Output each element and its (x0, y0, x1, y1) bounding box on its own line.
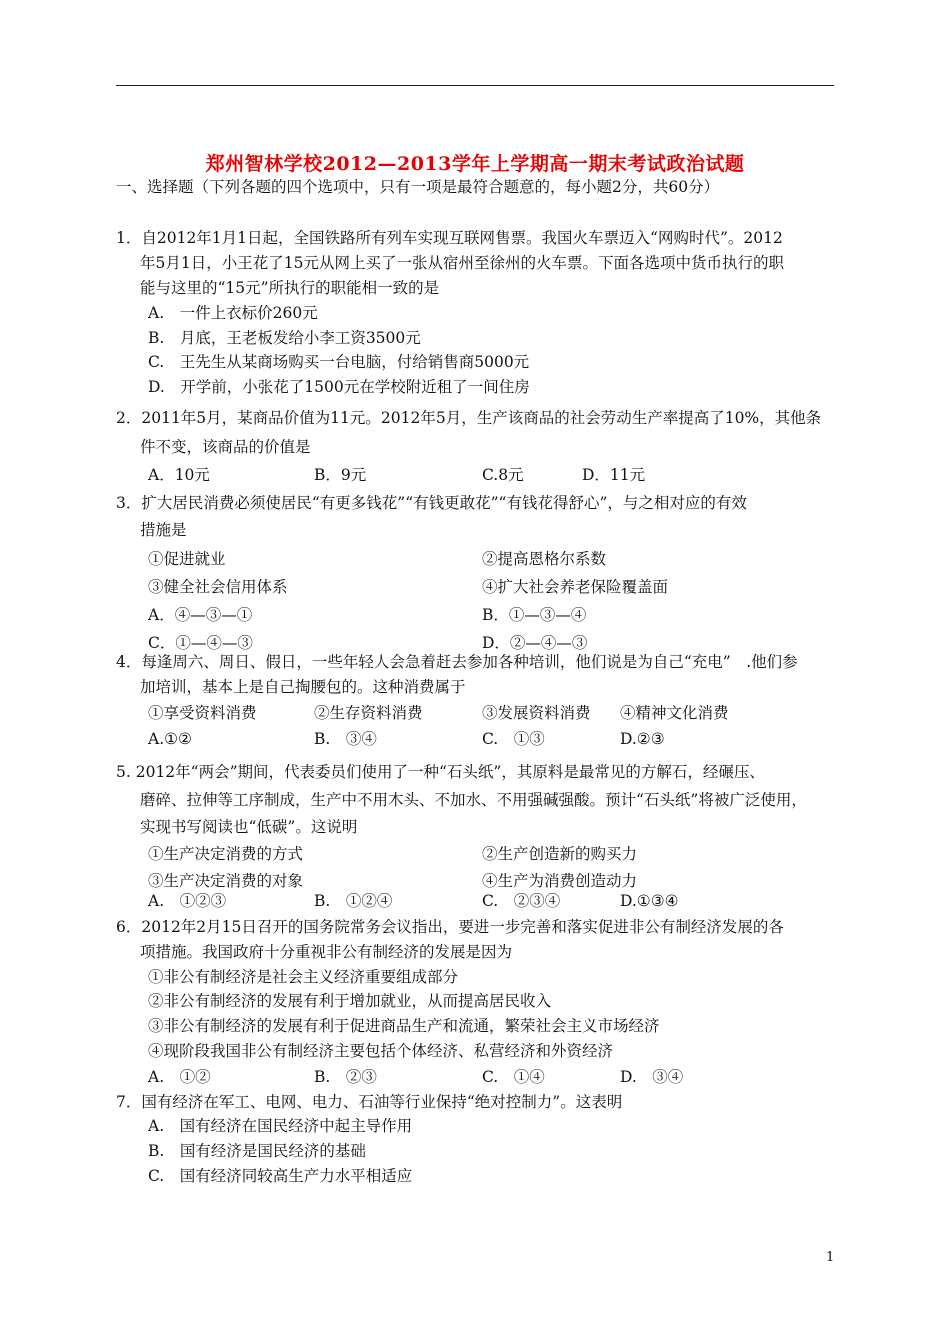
q6-item-1: ①非公有制经济是社会主义经济重要组成部分 (148, 968, 459, 986)
q3-item-1: ①促进就业 (148, 550, 226, 568)
header-rule (116, 85, 834, 86)
q5-item-2: ②生产创造新的购买力 (482, 845, 638, 863)
q5-item-1: ①生产决定消费的方式 (148, 845, 304, 863)
question-5-line-1: 5. 2012年“两会”期间，代表委员们使用了一种“石头纸”，其原料是最常见的方解石，经碾压、 (116, 763, 765, 781)
question-6-line-2: 项措施。我国政府十分重视非公有制经济的发展是因为 (140, 943, 513, 961)
question-1-line-1: 1．自2012年1月1日起，全国铁路所有列车实现互联网售票。我国火车票迈入“网购时代”。2012 (116, 229, 783, 247)
question-1-line-3: 能与这里的“15元”所执行的职能相一致的是 (140, 279, 440, 297)
q3-item-2: ②提高恩格尔系数 (482, 550, 607, 568)
question-2-line-2: 件不变，该商品的价值是 (140, 438, 311, 456)
q1-option-b: B. 月底，王老板发给小李工资3500元 (148, 329, 421, 347)
q2-option-d: D．11元 (582, 466, 646, 484)
question-3-line-1: 3．扩大居民消费必须使居民“有更多钱花”“有钱更敢花”“有钱花得舒心”，与之相对应的有效 (116, 494, 747, 512)
q4-option-b: B. ③④ (314, 730, 377, 748)
q4-item-4: ④精神文化消费 (620, 704, 729, 722)
q5-option-d: D.①③④ (620, 892, 679, 910)
q4-option-a: A.①② (148, 730, 192, 748)
q6-item-3: ③非公有制经济的发展有利于促进商品生产和流通，繁荣社会主义市场经济 (148, 1017, 660, 1035)
q2-option-c: C.8元 (482, 466, 524, 484)
q6-option-a: A. ①② (148, 1068, 211, 1086)
q5-option-c: C. ②③④ (482, 892, 561, 910)
question-4-line-2: 加培训，基本上是自己掏腰包的。这种消费属于 (140, 678, 466, 696)
q1-option-c: C. 王先生从某商场购买一台电脑，付给销售商5000元 (148, 353, 530, 371)
q5-option-a: A. ①②③ (148, 892, 227, 910)
q3-option-c: C．①—④—③ (148, 634, 253, 652)
question-5-line-2: 磨碎、拉伸等工序制成，生产中不用木头、不加水、不用强碱强酸。预计“石头纸”将被广泛使用， (140, 791, 807, 809)
q7-option-a: A. 国有经济在国民经济中起主导作用 (148, 1117, 413, 1135)
q7-option-b: B. 国有经济是国民经济的基础 (148, 1142, 366, 1160)
q1-option-a: A. 一件上衣标价260元 (148, 304, 318, 322)
q1-option-d: D. 开学前，小张花了1500元在学校附近租了一间住房 (148, 378, 530, 396)
q5-option-b: B. ①②④ (314, 892, 393, 910)
q3-option-a: A．④—③—① (148, 606, 253, 624)
question-3-line-2: 措施是 (140, 521, 187, 539)
q2-option-a: A．10元 (148, 466, 210, 484)
page-number: 1 (826, 1250, 835, 1265)
question-4-line-1: 4．每逢周六、周日、假日，一些年轻人会急着赶去参加各种培训，他们说是为自己“充电” .他们参 (116, 653, 798, 671)
q3-option-d: D．②—④—③ (482, 634, 588, 652)
question-2-line-1: 2．2011年5月，某商品价值为11元。2012年5月，生产该商品的社会劳动生产率提高了10%，其他条 (116, 409, 822, 427)
q7-option-c: C. 国有经济同较高生产力水平相适应 (148, 1167, 413, 1185)
q4-item-2: ②生存资料消费 (314, 704, 423, 722)
question-1-line-2: 年5月1日，小王花了15元从网上买了一张从宿州至徐州的火车票。下面各选项中货币执行的职 (140, 254, 784, 272)
q6-item-2: ②非公有制经济的发展有利于增加就业，从而提高居民收入 (148, 992, 552, 1010)
question-7-line-1: 7．国有经济在军工、电网、电力、石油等行业保持“绝对控制力”。这表明 (116, 1093, 623, 1111)
q2-option-b: B．9元 (314, 466, 367, 484)
question-6-line-1: 6．2012年2月15日召开的国务院常务会议指出，要进一步完善和落实促进非公有制经济发展的各 (116, 918, 784, 936)
q4-option-c: C. ①③ (482, 730, 545, 748)
q6-option-b: B. ②③ (314, 1068, 377, 1086)
q5-item-4: ④生产为消费创造动力 (482, 872, 638, 890)
section-heading: 一、选择题（下列各题的四个选项中，只有一项是最符合题意的，每小题2分，共60分） (116, 178, 720, 196)
q6-option-d: D. ③④ (620, 1068, 684, 1086)
q4-item-3: ③发展资料消费 (482, 704, 591, 722)
q4-item-1: ①享受资料消费 (148, 704, 257, 722)
q5-item-3: ③生产决定消费的对象 (148, 872, 304, 890)
q6-option-c: C. ①④ (482, 1068, 545, 1086)
question-5-line-3: 实现书写阅读也“低碳”。这说明 (140, 818, 358, 836)
q3-item-3: ③健全社会信用体系 (148, 578, 288, 596)
q3-option-b: B．①—③—④ (482, 606, 587, 624)
q6-item-4: ④现阶段我国非公有制经济主要包括个体经济、私营经济和外资经济 (148, 1042, 614, 1060)
exam-title: 郑州智林学校2012—2013学年上学期高一期末考试政治试题 (205, 153, 745, 175)
q3-item-4: ④扩大社会养老保险覆盖面 (482, 578, 669, 596)
q4-option-d: D.②③ (620, 730, 665, 748)
